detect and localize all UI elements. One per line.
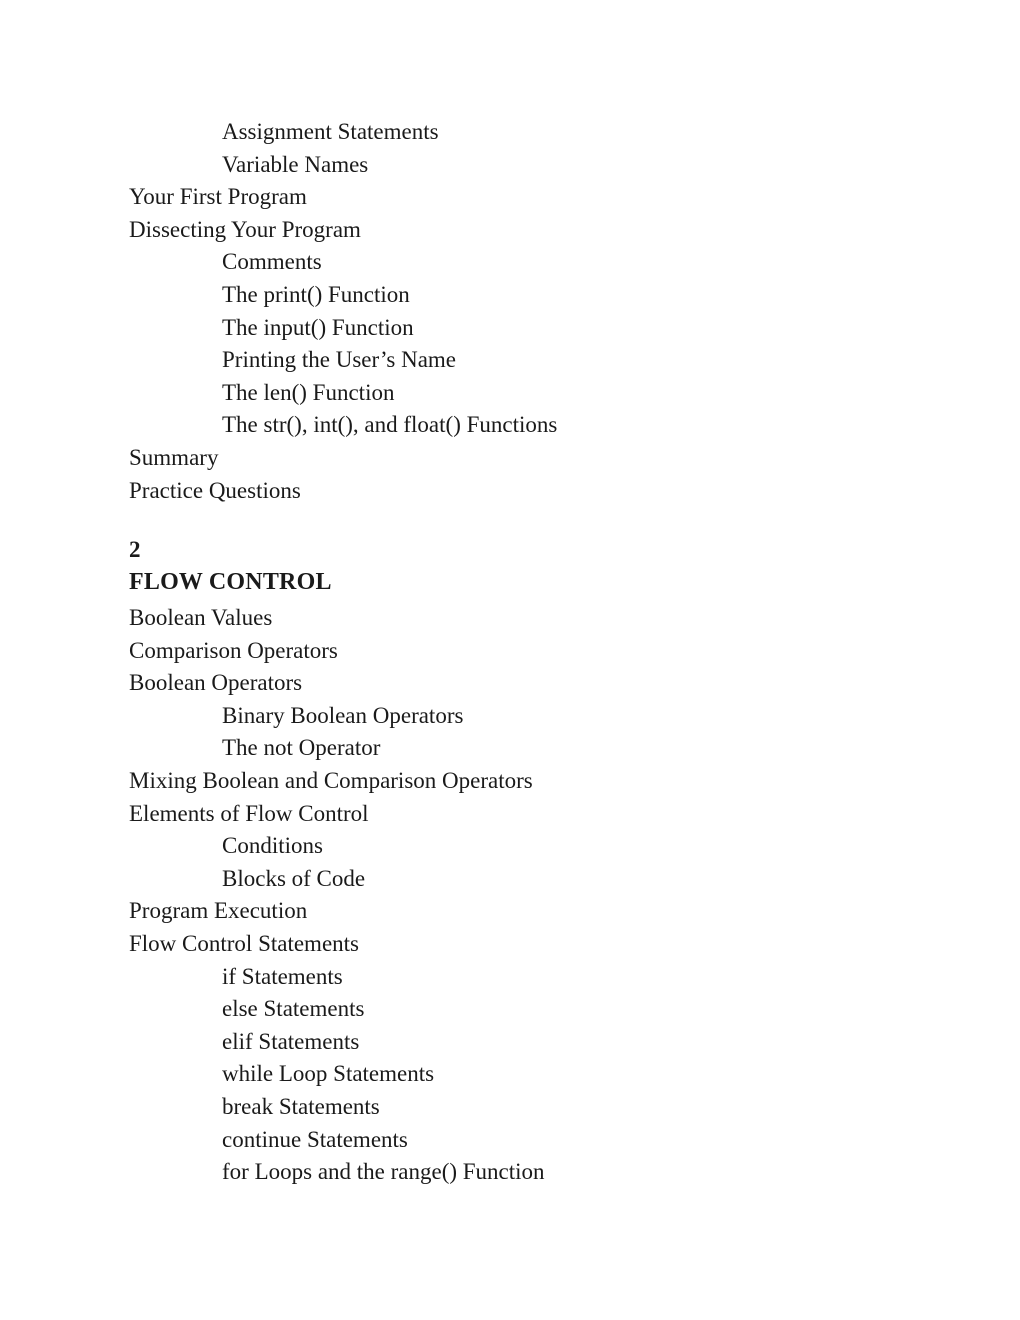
toc-section-chapter1-continued [129, 116, 889, 507]
toc-entry[interactable]: The input() Function [222, 314, 414, 340]
toc-entry[interactable]: Your First Program [129, 184, 307, 210]
toc-entry[interactable]: Program Execution [129, 898, 308, 924]
chapter-number: 2 [129, 537, 141, 562]
toc-entry[interactable]: Printing the User’s Name [222, 347, 457, 373]
toc-entry[interactable]: Assignment Statements [222, 119, 439, 144]
toc-section-chapter2 [129, 602, 889, 1189]
toc-entry[interactable]: else Statements [222, 996, 365, 1022]
toc-entry[interactable]: Variable Names [222, 151, 369, 177]
toc-entry[interactable]: Binary Boolean Operators [222, 702, 464, 728]
toc-entry[interactable]: Conditions [222, 833, 323, 859]
toc-entry[interactable]: The not Operator [222, 735, 381, 761]
toc-entry[interactable]: while Loop Statements [222, 1061, 435, 1087]
toc-entry[interactable]: The str(), int(), and float() Functions [222, 412, 558, 438]
chapter-title[interactable]: FLOW CONTROL [129, 569, 332, 595]
toc-entry[interactable]: Comparison Operators [129, 637, 338, 663]
chapter-heading [129, 533, 889, 597]
toc-entry[interactable]: Practice Questions [129, 477, 301, 503]
toc-entry[interactable]: The len() Function [222, 379, 395, 405]
toc-entry[interactable]: Mixing Boolean and Comparison Operators [129, 767, 533, 793]
toc-entry[interactable]: break Statements [222, 1093, 380, 1119]
toc-entry[interactable]: Elements of Flow Control [129, 800, 369, 826]
toc-entry[interactable]: Dissecting Your Program [129, 216, 361, 242]
toc-entry[interactable]: elif Statements [222, 1028, 360, 1054]
toc-entry[interactable]: The print() Function [222, 281, 410, 307]
toc-entry[interactable]: Boolean Operators [129, 670, 303, 696]
toc-entry[interactable]: continue Statements [222, 1126, 408, 1152]
toc-entry[interactable]: Comments [222, 249, 322, 275]
toc-entry[interactable]: Flow Control Statements [129, 930, 359, 956]
toc-entry[interactable]: Blocks of Code [222, 865, 366, 891]
toc-entry[interactable]: for Loops and the range() Function [222, 1159, 545, 1185]
toc-entry[interactable]: if Statements [222, 963, 343, 989]
toc-entry[interactable]: Boolean Values [129, 605, 273, 630]
toc-entry[interactable]: Summary [129, 444, 219, 470]
